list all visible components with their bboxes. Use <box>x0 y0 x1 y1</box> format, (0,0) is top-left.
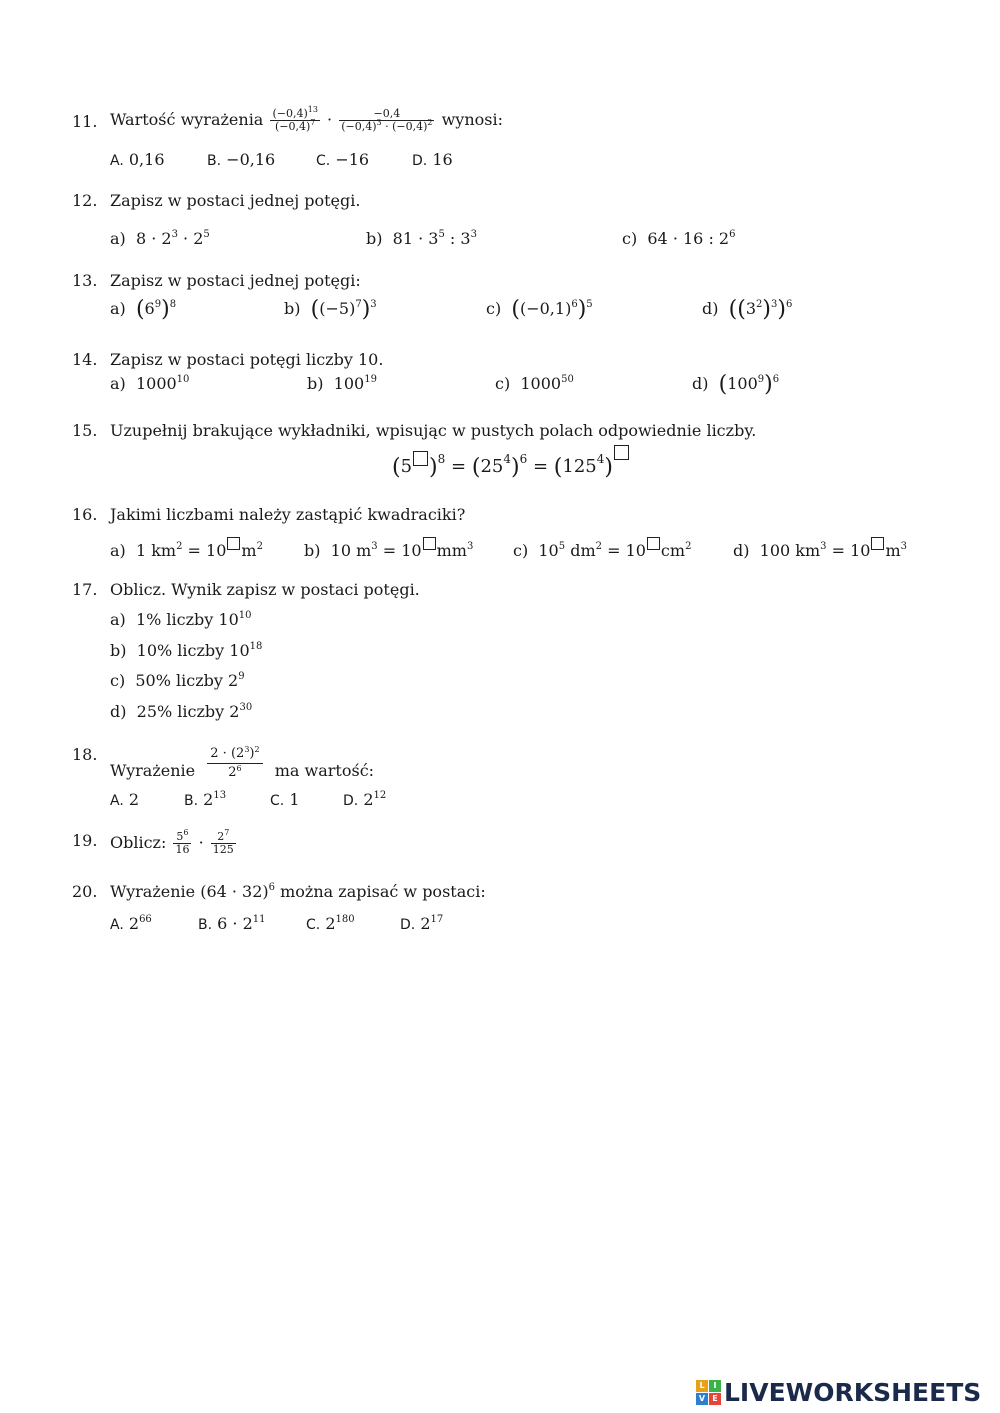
multiply-sign: · <box>327 110 333 129</box>
exponent: 8 <box>169 299 177 310</box>
exponent: 3 <box>900 541 908 552</box>
numerator: 5 <box>176 830 184 843</box>
unit: m <box>885 541 901 560</box>
base: 2 <box>236 746 245 761</box>
base: 3 <box>745 299 757 318</box>
task-a: a) $(6^9)^8$ <box>110 297 177 322</box>
task-a <box>110 537 263 560</box>
denominator: 2 <box>228 765 237 780</box>
task-text: 1% liczby 10 <box>135 610 239 629</box>
exponent: 9 <box>238 671 245 682</box>
answer-box[interactable] <box>647 537 660 550</box>
question-stem: Zapisz w postaci potęgi liczby 10. <box>110 350 384 369</box>
task-a <box>110 374 189 393</box>
brand-text: LIVEWORKSHEETS <box>724 1378 982 1407</box>
task-label: a) <box>110 299 126 318</box>
expr: 81 · 3 <box>392 229 439 248</box>
answer-label: A. <box>110 793 124 809</box>
exponent: 3 <box>371 541 378 552</box>
exponent: 66 <box>139 914 152 925</box>
answer-label: C. <box>316 153 331 169</box>
exponent: 6 <box>729 229 736 240</box>
task-b <box>110 641 262 660</box>
stem-text: Wartość wyrażenia <box>110 110 264 129</box>
question-number: 15. <box>72 421 98 440</box>
task-text: 10% liczby 10 <box>136 641 250 660</box>
answer-b[interactable] <box>207 150 275 169</box>
task-b: b) $((-5)^7)^3$ <box>284 297 377 322</box>
answer-a[interactable] <box>110 790 139 809</box>
task-label: b) <box>110 641 127 660</box>
answer-c[interactable] <box>316 150 369 169</box>
question-15 <box>72 421 952 487</box>
question-stem: Oblicz. Wynik zapisz w postaci potęgi. <box>110 580 420 599</box>
task-label: d) <box>702 299 719 318</box>
exponent: 6 <box>571 299 578 310</box>
question-number: 19. <box>72 831 98 850</box>
exponent: 30 <box>239 702 253 713</box>
equals-sign: = <box>451 456 467 477</box>
question-number: 20. <box>72 882 98 901</box>
base: 6 <box>144 299 155 318</box>
exponent: 50 <box>561 374 574 385</box>
frac1-den-exponent: 7 <box>310 118 316 127</box>
question-14 <box>72 350 952 402</box>
unit: mm <box>436 541 467 560</box>
task-row <box>110 537 960 561</box>
answer-value: 0,16 <box>128 150 165 169</box>
base: 125 <box>562 456 597 477</box>
exponent: 17 <box>430 914 444 925</box>
exponent: 2 <box>595 541 602 552</box>
exponent: 2 <box>176 541 183 552</box>
task-c <box>513 537 691 560</box>
answer-label: B. <box>207 153 222 169</box>
answer-box[interactable] <box>423 537 436 550</box>
task-b <box>366 229 477 248</box>
expr: 8 · 2 <box>135 229 172 248</box>
expr: 64 · 16 : 2 <box>647 229 730 248</box>
task-b <box>304 537 473 560</box>
task-c: c) $((-0,1)^6)^5$ <box>486 297 593 322</box>
exponent: 7 <box>224 828 230 837</box>
question-12 <box>72 191 952 251</box>
question-number: 17. <box>72 580 98 599</box>
frac2-numerator: −0,4 <box>373 107 401 120</box>
task-row <box>110 299 950 329</box>
answer-row <box>110 914 710 936</box>
question-stem: Zapisz w postaci jednej potęgi: <box>110 271 361 290</box>
answer-value: −16 <box>335 150 370 169</box>
task-label: c) <box>622 229 638 248</box>
question-number: 16. <box>72 505 98 524</box>
numerator: 2 <box>217 830 225 843</box>
exponent: 3 <box>171 229 178 240</box>
base: 100 <box>333 374 365 393</box>
answer-label: A. <box>110 153 124 169</box>
multiply-sign: · <box>198 833 204 852</box>
task-c <box>622 229 735 248</box>
question-stem <box>110 105 503 133</box>
task-label: c) <box>495 374 511 393</box>
question-number: 12. <box>72 191 98 210</box>
stem-text: Oblicz: <box>110 833 167 852</box>
task-a <box>110 610 252 629</box>
answer-d[interactable] <box>400 914 443 933</box>
task-row <box>110 374 950 400</box>
task-label: b) <box>307 374 324 393</box>
answer-c[interactable] <box>270 790 300 809</box>
base: (−5) <box>319 299 356 318</box>
question-20 <box>72 882 952 942</box>
logo-letter: E <box>709 1393 721 1405</box>
question-stem <box>110 882 486 901</box>
stem-text: Wyrażenie <box>110 761 196 780</box>
answer-d[interactable] <box>412 150 453 169</box>
exponent: 2 <box>256 541 263 552</box>
answer-label: D. <box>400 917 416 933</box>
base: 1000 <box>520 374 562 393</box>
task-label: a) <box>110 541 126 560</box>
fraction-2: $\frac{-0,4}{(-0,4)^3 \cdot (-0,4)^2}$ <box>341 107 433 133</box>
exponent: 5 <box>203 229 210 240</box>
frac2-den-b-exp: 2 <box>427 118 433 127</box>
task-text: 50% liczby 2 <box>135 671 239 690</box>
exponent: 6 <box>236 764 242 773</box>
answer-value: 2 <box>203 790 214 809</box>
expr: = 10 <box>826 541 871 560</box>
task-label: c) <box>486 299 502 318</box>
exponent: 7 <box>355 299 362 310</box>
expr: = 10 <box>182 541 227 560</box>
denominator: 125 <box>212 843 234 856</box>
expr: : 3 <box>444 229 471 248</box>
question-number: 13. <box>72 271 98 290</box>
equals-sign: = <box>532 456 549 477</box>
exponent: 3 <box>466 541 474 552</box>
answer-value: 2 <box>325 914 336 933</box>
task-label: c) <box>513 541 529 560</box>
exponent: 6 <box>268 882 276 893</box>
exponent: 4 <box>503 452 511 466</box>
task-label: a) <box>110 374 126 393</box>
expr: 1 km <box>135 541 177 560</box>
answer-box[interactable] <box>227 537 240 550</box>
answer-value: 2 <box>363 790 374 809</box>
exponent: 6 <box>519 452 528 466</box>
exponent: 2 <box>254 745 260 754</box>
answer-b[interactable] <box>198 914 266 933</box>
exponent: 3 <box>470 229 477 240</box>
answer-box[interactable] <box>871 537 884 550</box>
exponent: 9 <box>757 374 765 385</box>
unit: cm <box>660 541 686 560</box>
base: 100 <box>727 374 758 393</box>
liveworksheets-logo[interactable] <box>696 1378 981 1407</box>
question-stem <box>110 828 238 856</box>
task-label: b) <box>304 541 321 560</box>
exponent: 4 <box>596 452 605 466</box>
task-text: 25% liczby 2 <box>136 702 240 721</box>
exponent: 3 <box>244 745 250 754</box>
task-d <box>733 537 907 560</box>
answer-box[interactable] <box>614 445 629 460</box>
fraction-2 <box>211 828 236 856</box>
expr: 100 km <box>759 541 821 560</box>
task-label: c) <box>110 671 126 690</box>
task-label: b) <box>366 229 383 248</box>
exponent: 10 <box>238 610 252 621</box>
stem-tail: można zapisać w postaci: <box>275 882 486 901</box>
answer-value: 6 · 2 <box>217 914 253 933</box>
exponent: 5 <box>438 229 445 240</box>
task-label: d) <box>733 541 750 560</box>
answer-label: D. <box>412 153 428 169</box>
answer-label: B. <box>198 917 213 933</box>
task-label: b) <box>284 299 301 318</box>
answer-a[interactable] <box>110 150 165 169</box>
base: 5 <box>400 456 413 477</box>
question-number: 14. <box>72 350 98 369</box>
task-c <box>110 671 245 690</box>
answer-label: C. <box>306 917 321 933</box>
expr: · 2 <box>177 229 204 248</box>
base: 25 <box>480 456 504 477</box>
exponent: 180 <box>335 914 355 925</box>
exponent: 11 <box>252 914 266 925</box>
question-18 <box>72 745 952 815</box>
answer-row <box>110 150 710 170</box>
task-b <box>307 374 377 393</box>
fraction: $\frac{2 \cdot (2^3)^2}{2^6}$ <box>207 745 262 782</box>
exponent: 3 <box>820 541 827 552</box>
answer-label: A. <box>110 917 124 933</box>
base: 1000 <box>135 374 177 393</box>
numerator: 2 · <box>210 746 231 761</box>
question-11 <box>72 105 952 172</box>
task-row <box>110 229 950 251</box>
stem-text: Wyrażenie (64 · 32) <box>110 882 269 901</box>
task-label: a) <box>110 229 126 248</box>
question-stem: Jakimi liczbami należy zastąpić kwadraciki? <box>110 505 466 524</box>
answer-c[interactable] <box>306 914 355 933</box>
fraction-1 <box>270 105 319 133</box>
logo-letter: L <box>696 1380 708 1392</box>
frac1-denominator: (−0,4) <box>274 120 311 133</box>
answer-row <box>110 790 710 810</box>
task-c <box>495 374 574 393</box>
expr: = 10 <box>601 541 646 560</box>
question-17 <box>72 580 952 720</box>
question-stem <box>110 745 374 782</box>
answer-value: −0,16 <box>226 150 276 169</box>
denominator: 16 <box>175 843 190 856</box>
task-label: a) <box>110 610 126 629</box>
fraction-1 <box>173 828 191 856</box>
stem-tail: ma wartość: <box>274 761 375 780</box>
task-label: d) <box>110 702 127 721</box>
unit: m <box>241 541 257 560</box>
question-stem: Zapisz w postaci jednej potęgi. <box>110 191 361 210</box>
logo-letter: V <box>696 1393 708 1405</box>
task-d: d) $((3^2)^3)^6$ <box>702 297 793 322</box>
exponent: 10 <box>176 374 190 385</box>
expr: 10 m <box>330 541 372 560</box>
frac1-num-exponent: 13 <box>307 105 318 114</box>
answer-value: 16 <box>432 150 453 169</box>
frac1-numerator: (−0,4) <box>272 107 308 120</box>
question-stem: Uzupełnij brakujące wykładniki, wpisując w pustych polach odpowiednie liczby. <box>110 421 757 440</box>
answer-label: B. <box>184 793 199 809</box>
answer-d[interactable] <box>343 790 386 809</box>
exponent: 9 <box>154 299 162 310</box>
answer-value: 1 <box>289 790 300 809</box>
answer-value: 2 <box>420 914 431 933</box>
equation: (5 )$^8 = (25^4)^6 = (125^4)$ <box>392 445 630 477</box>
logo-icon <box>696 1380 721 1405</box>
answer-value: 2 <box>128 790 140 809</box>
exponent: 6 <box>183 828 189 837</box>
question-16 <box>72 505 952 565</box>
task-a <box>110 229 210 248</box>
exponent: 2 <box>756 299 763 310</box>
answer-label: D. <box>343 793 359 809</box>
frac2-den-a-exp: 3 <box>376 118 382 127</box>
exponent: 5 <box>558 541 566 552</box>
exponent: 12 <box>373 790 387 801</box>
unit: dm <box>565 541 596 560</box>
answer-label: C. <box>270 793 285 809</box>
exponent: 3 <box>771 299 778 310</box>
frac2-den-a: (−0,4) <box>341 120 377 133</box>
exponent: 19 <box>364 374 377 385</box>
base: (−0,1) <box>519 299 572 318</box>
exponent: 13 <box>213 790 227 801</box>
question-19 <box>72 828 952 861</box>
task-d <box>110 702 252 721</box>
expr: 10 <box>538 541 559 560</box>
question-number: 11. <box>72 112 98 131</box>
exponent: 6 <box>785 299 793 310</box>
task-d: d) $(100^9)^6$ <box>692 372 780 397</box>
task-label: d) <box>692 374 709 393</box>
frac2-den-b: (−0,4) <box>392 120 428 133</box>
exponent: 18 <box>249 641 263 652</box>
question-13 <box>72 271 952 331</box>
exponent: 6 <box>772 374 780 385</box>
answer-b[interactable] <box>184 790 226 809</box>
expr: = 10 <box>377 541 422 560</box>
answer-box[interactable] <box>413 451 428 466</box>
exponent: 5 <box>586 299 593 310</box>
stem-tail: wynosi: <box>441 110 503 129</box>
answer-a[interactable] <box>110 914 152 933</box>
exponent: 8 <box>437 452 446 466</box>
question-number: 18. <box>72 745 98 764</box>
exponent: 2 <box>685 541 692 552</box>
answer-value: 2 <box>128 914 140 933</box>
logo-letter: I <box>709 1380 721 1392</box>
exponent: 3 <box>370 299 377 310</box>
